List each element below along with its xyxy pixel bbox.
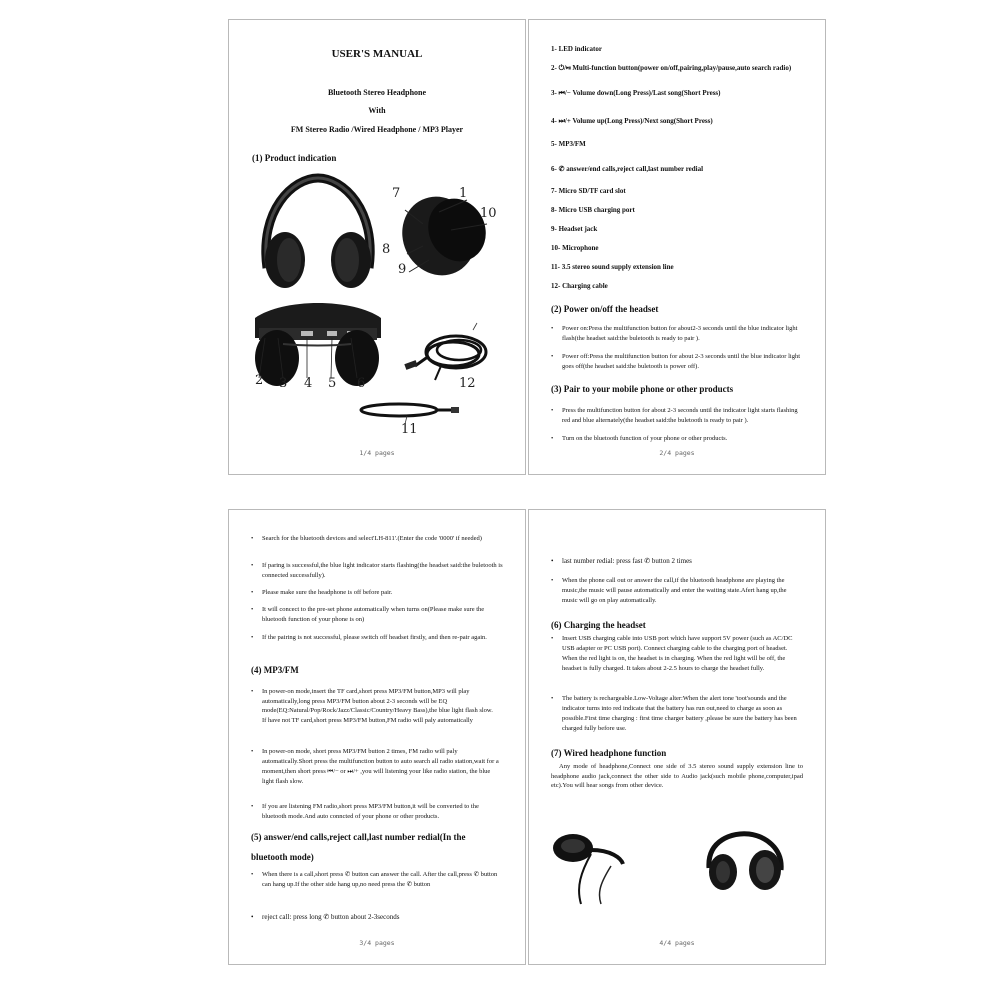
- list-item: 12- Charging cable: [551, 282, 608, 290]
- page-number: 2/4 pages: [659, 449, 695, 457]
- list-item: • Turn on the bluetooth function of your phone or other products.: [551, 434, 803, 444]
- page-number: 3/4 pages: [359, 939, 395, 947]
- bullet-text: If have not TF card,short press MP3/FM button,FM radio will paly automatically: [262, 716, 473, 724]
- section-pair: (3) Pair to your mobile phone or other products: [551, 384, 734, 394]
- bullet-text: reject call: press long ✆ button about 2-3seconds: [262, 913, 400, 921]
- bullet-text: If paring is successful,the blue light indicator starts flashing(the headset said:the buletooth is connected successfully).: [262, 562, 503, 579]
- label-2: 2: [255, 373, 264, 388]
- bullet-text: If the pairing is not successful, please switch off headset firstly, and then re-pair again.: [262, 634, 487, 641]
- bullet-text: When the phone call out or answer the call,if the bluetooth headphone are playing the music,the music will pause automatically and enter the waiting state.Afert hang up,the music will go on play automatically.: [562, 577, 787, 604]
- list-item: • Please make sure the headphone is off before pair.: [251, 588, 503, 598]
- label-7: 7: [392, 186, 401, 201]
- list-item: 7- Micro SD/TF card slot: [551, 187, 626, 195]
- section-product-indication: (1) Product indication: [252, 153, 337, 163]
- list-item: • When there is a call,short press ✆ button can answer the call. After the call,press ✆ button can hang up.If the other side hang up,no need press the ✆ button: [251, 870, 503, 890]
- section-wired: (7) Wired headphone function: [551, 748, 667, 758]
- section-calls-cont: bluetooth mode): [251, 852, 314, 862]
- pair-text-2: Turn on the bluetooth function of your phone or other products.: [562, 435, 728, 442]
- label-8: 8: [382, 242, 391, 257]
- list-item: • Press the multifunction button for about 2-3 seconds until the indicator light starts flashing red and blue alternately(the headset said:the buletooth is ready to pair ).: [551, 406, 803, 426]
- manual-page-2: [528, 19, 826, 475]
- label-5: 5: [328, 376, 337, 391]
- list-item: • The battery is rechargeable.Low-Voltage alter:When the alert tone 'toot'sounds and the indicator turns into red indicate that the battery has run out,need to charge as soon as possible.First time charging : first time charger battery ,please be sure the battery has been charged fully before use.: [551, 694, 803, 734]
- bullet-text: If you are listening FM radio,short press MP3/FM button,it will be converted to the bluetooth mode.And auto conncted of your phone or other products.: [262, 803, 479, 820]
- manual-page-3: [228, 509, 526, 965]
- list-item: • Power off:Press the multifunction button for about 2-3 seconds until the blue indicator light goes off(the headset said:the buletooth is power off).: [551, 352, 803, 372]
- page-number: 1/4 pages: [359, 449, 395, 457]
- charging-cable-image: [401, 322, 501, 387]
- list-item: 2- ⏻/⏯ Multi-function button(power on/off,pairing,play/pause,auto search radio): [551, 64, 792, 72]
- manual-page-4: [528, 509, 826, 965]
- bullet-text: Insert USB charging cable into USB port which have support 5V power (such as AC/DC USB adapter or PC USB port). Connect charging cable to the charging port of headset. When the red light is on, the headset is in charging. When the red light will be off, the headset is fully charged. It takes about 2-2.5 hours to charge the headset fully.: [562, 635, 793, 672]
- power-off-text: Power off:Press the multifunction button for about 2-3 seconds until the blue indicator light goes off(the headset said:the buletooth is power off).: [562, 353, 800, 370]
- list-item: 6- ✆ answer/end calls,reject call,last number redial: [551, 165, 704, 173]
- list-item: • Power on:Press the multifunction button for about2-3 seconds until the blue indicator light flash(the headset said:the buletooth is ready to pair ).: [551, 324, 803, 344]
- list-item: • If the pairing is not successful, please switch off headset firstly, and then re-pair again.: [251, 633, 503, 643]
- list-item: • When the phone call out or answer the call,if the bluetooth headphone are playing the music,the music will pause automatically and enter the waiting state.Afert hang up,the music will go on play automatically.: [551, 576, 803, 606]
- list-item: 11- 3.5 stereo sound supply extension line: [551, 263, 674, 271]
- list-item: • If you are listening FM radio,short press MP3/FM button,it will be converted to the bluetooth mode.And auto conncted of your phone or other products.: [251, 802, 503, 822]
- label-6: 6: [357, 376, 366, 391]
- label-10: 10: [480, 206, 497, 221]
- list-item: 1- LED indicator: [551, 45, 602, 53]
- list-item: 8- Micro USB charging port: [551, 206, 635, 214]
- label-1: 1: [459, 186, 468, 201]
- list-item: 5- MP3/FM: [551, 140, 586, 148]
- list-item: • Insert USB charging cable into USB port which have support 5V power (such as AC/DC USB adapter or PC USB port). Connect charging cable to the charging port of headset. When the red light is on, the headset is in charging. When the red light will be off, the headset is fully charged. It takes about 2-2.5 hours to charge the headset fully.: [551, 634, 803, 674]
- list-item: • In power-on mode, short press MP3/FM button 2 times, FM radio will paly automatically.Short press the multifunction button to auto search all radio station,wait for a moment,then short press ⏮/− or ⏭/+ ,you will listening your like radio station, the blue light flash slow.: [251, 747, 503, 787]
- manual-page-1: [228, 19, 526, 475]
- headphone-front-image: [253, 170, 383, 300]
- manual-title: USER'S MANUAL: [331, 48, 423, 60]
- pair-text-1: Press the multifunction button for about 2-3 seconds until the indicator light starts flashing red and blue alternately(the headset said:the buletooth is ready to pair ).: [562, 407, 798, 424]
- section-charging: (6) Charging the headset: [551, 620, 646, 630]
- subtitle-with: With: [368, 106, 386, 115]
- section-mp3-fm: (4) MP3/FM: [251, 665, 299, 675]
- subtitle-features: FM Stereo Radio /Wired Headphone / MP3 Player: [290, 125, 464, 134]
- list-item: • Search for the bluetooth devices and select'LH-811'.(Enter the code '0000' if needed): [251, 534, 503, 544]
- bullet-text: In power-on mode, short press MP3/FM button 2 times, FM radio will paly automatically.Short press the multifunction button to auto search all radio station,wait for a moment,then short press ⏮/− or ⏭/+ ,you will listening your like radio station, the blue light flash slow.: [262, 748, 499, 785]
- list-item: 10- Microphone: [551, 244, 599, 252]
- list-item: 4- ⏭/+ Volume up(Long Press)/Next song(Short Press): [551, 117, 713, 125]
- list-item: • reject call: press long ✆ button about 2-3seconds: [251, 912, 503, 922]
- bullet-text: It will concect to the pre-set phone automatically when turns on(Please make sure the bluetooth function of your phone is on): [262, 606, 485, 623]
- headphone-cable-image: [551, 832, 631, 907]
- label-3: 3: [279, 376, 288, 391]
- headphone-folded-image: [699, 828, 789, 898]
- list-item: 9- Headset jack: [551, 225, 598, 233]
- list-item: • last number redial: press fast ✆ button 2 times: [551, 556, 803, 566]
- bullet-text: When there is a call,short press ✆ button can answer the call. After the call,press ✆ button can hang up.If the other side hang up,no need press the ✆ button: [262, 871, 498, 888]
- bullet-text: Search for the bluetooth devices and select'LH-811'.(Enter the code '0000' if needed): [262, 535, 482, 542]
- list-item: • In power-on mode,insert the TF card,short press MP3/FM button,MP3 will play automatically,long press MP3/FM button about 2-3 seconds will be EQ mode(EQ:Natural/Pop/Rock/Jazz/Classic/Country/Heavy Bass),the blue light flash slow. If have not TF card,short press MP3/FM button,FM radio will paly automatically: [251, 687, 503, 725]
- power-on-text: Power on:Press the multifunction button for about2-3 seconds until the blue indicator light flash(the headset said:the buletooth is ready to pair ).: [562, 325, 798, 342]
- section-power: (2) Power on/off the headset: [551, 304, 659, 314]
- label-9: 9: [398, 262, 407, 277]
- bullet-text: In power-on mode,insert the TF card,short press MP3/FM button,MP3 will play automatically,long press MP3/FM button about 2-3 seconds will be EQ mode(EQ:Natural/Pop/Rock/Jazz/Classic/Country/Heavy Bass),the blue light flash slow.: [262, 688, 493, 714]
- list-item: 3- ⏮/− Volume down(Long Press)/Last song(Short Press): [551, 89, 721, 97]
- label-4: 4: [304, 376, 313, 391]
- label-12: 12: [459, 376, 476, 391]
- wired-text: Any mode of headphone,Connect one side of 3.5 stereo sound supply extension line to headphone audio jack,connect the other side to Audio jack(such mobile phone,computer,ipad etc).You will hear songs from other device.: [551, 763, 803, 789]
- subtitle-product: Bluetooth Stereo Headphone: [327, 88, 427, 97]
- label-11: 11: [401, 422, 418, 437]
- bullet-text: The battery is rechargeable.Low-Voltage alter:When the alert tone 'toot'sounds and the indicator turns into red indicate that the battery has run out,need to charge as soon as possible.First time charging : first time charger battery ,please be sure the battery has been charged fully before use.: [562, 695, 797, 732]
- bullet-text: Please make sure the headphone is off before pair.: [262, 589, 393, 596]
- list-item: • If paring is successful,the blue light indicator starts flashing(the headset said:the buletooth is connected successfully).: [251, 562, 503, 579]
- section-calls: (5) answer/end calls,reject call,last number redial(In the: [251, 832, 466, 842]
- earcup-buttons-image: [253, 298, 383, 388]
- page-number: 4/4 pages: [659, 939, 695, 947]
- bullet-text: last number redial: press fast ✆ button 2 times: [562, 557, 692, 565]
- list-item: • It will concect to the pre-set phone automatically when turns on(Please make sure the bluetooth function of your phone is on): [251, 605, 503, 625]
